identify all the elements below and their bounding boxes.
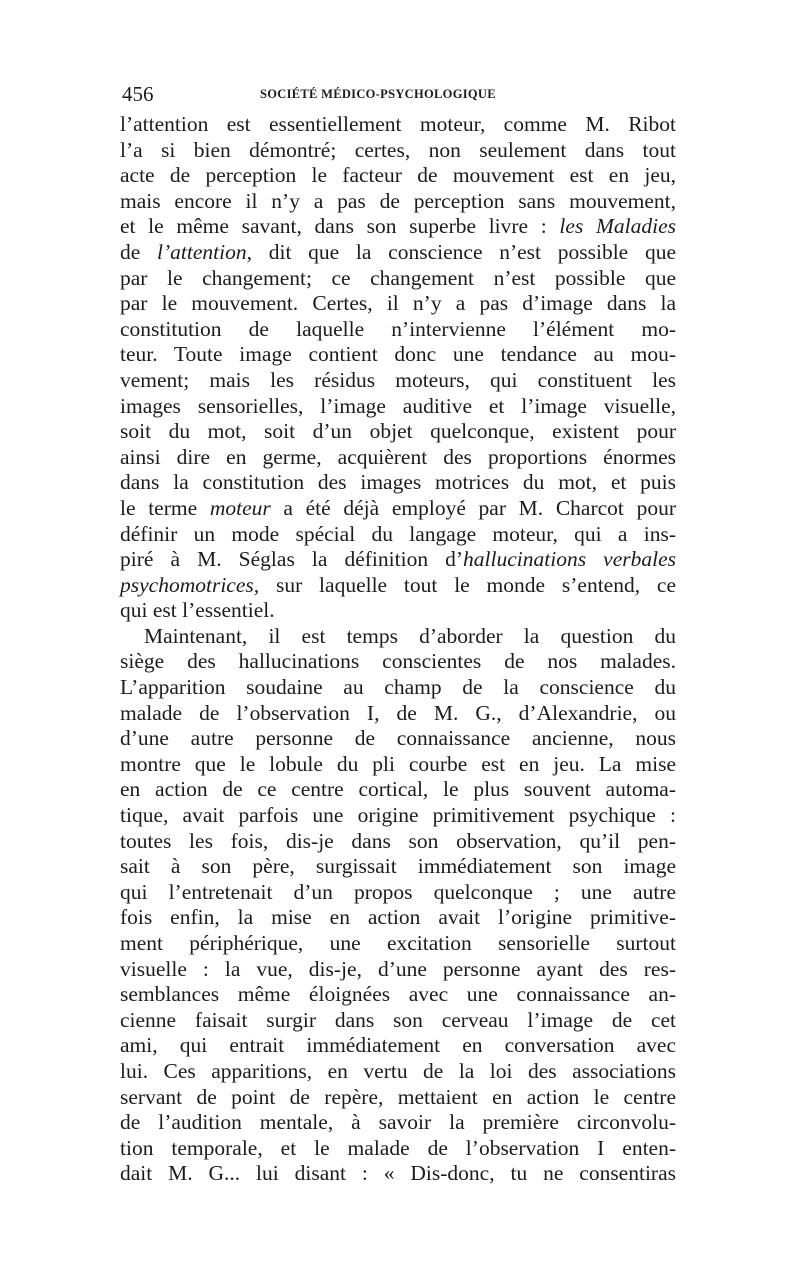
text-line (120, 496, 676, 522)
book-page (120, 82, 676, 1187)
text-line: ami, qui entrait immédiatement en conversation avec (120, 1033, 676, 1058)
text-line: montre que le lobule du pli courbe est en jeu. La mise (120, 751, 676, 776)
italic-term: psychomotrices, (120, 572, 260, 597)
text-line: servant de point de repère, mettaient en action le centre (120, 1084, 676, 1109)
text-line: dans la constitution des images motrices du mot, et puis (120, 470, 676, 495)
text-line: dait M. G... lui disant : « Dis-donc, tu ne consentiras (120, 1161, 676, 1186)
text-line: soit du mot, soit d’un objet quelconque, existent pour (120, 419, 676, 444)
text-line: visuelle : la vue, dis-je, d’une personne ayant des res- (120, 956, 676, 981)
text-line: qui l’entretenait d’un propos quelconque ; une autre (120, 879, 676, 904)
text-run: et le même savant, dans son superbe livre : (120, 214, 560, 239)
text-line: qui est l’essentiel. (120, 598, 275, 623)
text-line: malade de l’observation I, de M. G., d’Alexandrie, ou (120, 700, 676, 725)
text-line (120, 214, 676, 240)
body-text (120, 112, 676, 1187)
text-line: tique, avait parfois une origine primitivement psychique : (120, 803, 676, 828)
text-line: d’une autre personne de connaissance ancienne, nous (120, 726, 676, 751)
paragraph-start-line: Maintenant, il est temps d’aborder la question du (144, 623, 676, 648)
page-header (120, 82, 676, 112)
text-line: siège des hallucinations conscientes de nos malades. (120, 649, 676, 674)
text-line: par le changement; ce changement n’est possible que (120, 265, 676, 290)
italic-title: l’attention, (157, 239, 252, 264)
page-number: 456 (122, 82, 154, 106)
text-line: tion temporale, et le malade de l’observation I enten- (120, 1135, 676, 1160)
text-line: en action de ce centre cortical, le plus souvent automa- (120, 777, 676, 802)
text-line: images sensorielles, l’image auditive et l’image visuelle, (120, 393, 676, 418)
text-line: acte de perception le facteur de mouvement est en jeu, (120, 163, 676, 188)
text-line (120, 547, 676, 573)
text-line: teur. Toute image contient donc une tendance au mou- (120, 342, 676, 367)
text-line: de l’audition mentale, à savoir la première circonvolu- (120, 1110, 676, 1135)
text-line: par le mouvement. Certes, il n’y a pas d’image dans la (120, 291, 676, 316)
text-line: toutes les fois, dis-je dans son observation, qu’il pen- (120, 828, 676, 853)
text-line: vement; mais les résidus moteurs, qui constituent les (120, 367, 676, 392)
text-line: semblances même éloignées avec une connaissance an- (120, 982, 676, 1007)
text-line: ment périphérique, une excitation sensorielle surtout (120, 931, 676, 955)
text-line: ainsi dire en germe, acquièrent des proportions énormes (120, 444, 676, 469)
text-line: l’attention est essentiellement moteur, comme M. Ribot (120, 112, 676, 136)
text-line: sait à son père, surgissait immédiatement son image (120, 854, 676, 879)
text-run: dit que la conscience n’est possible que (251, 239, 676, 264)
italic-term: hallucinations verbales (463, 547, 676, 572)
text-line (120, 240, 676, 266)
text-line (120, 573, 676, 599)
italic-title: les Maladies (559, 214, 676, 239)
text-run: piré à M. Séglas la définition d’ (120, 547, 464, 572)
text-line: lui. Ces apparitions, en vertu de la loi des associations (120, 1058, 676, 1083)
text-run: le terme (120, 495, 210, 520)
text-line: constitution de laquelle n’intervienne l’élément mo- (120, 316, 676, 341)
text-line: définir un mode spécial du langage moteur, qui a ins- (120, 521, 676, 546)
text-line: cienne faisait surgir dans son cerveau l’image de cet (120, 1007, 676, 1032)
text-run: a été déjà employé par M. Charcot pour (270, 495, 676, 520)
text-line: l’a si bien démontré; certes, non seulement dans tout (120, 137, 676, 162)
italic-term: moteur (209, 495, 271, 520)
text-line: fois enfin, la mise en action avait l’origine primitive- (120, 905, 676, 930)
text-run: sur laquelle tout le monde s’entend, ce (259, 572, 676, 597)
text-line: mais encore il n’y a pas de perception sans mouvement, (120, 188, 676, 213)
text-line: L’apparition soudaine au champ de la conscience du (120, 675, 676, 700)
running-head: SOCIÉTÉ MÉDICO-PSYCHOLOGIQUE (260, 87, 496, 101)
text-run: de (120, 239, 158, 264)
